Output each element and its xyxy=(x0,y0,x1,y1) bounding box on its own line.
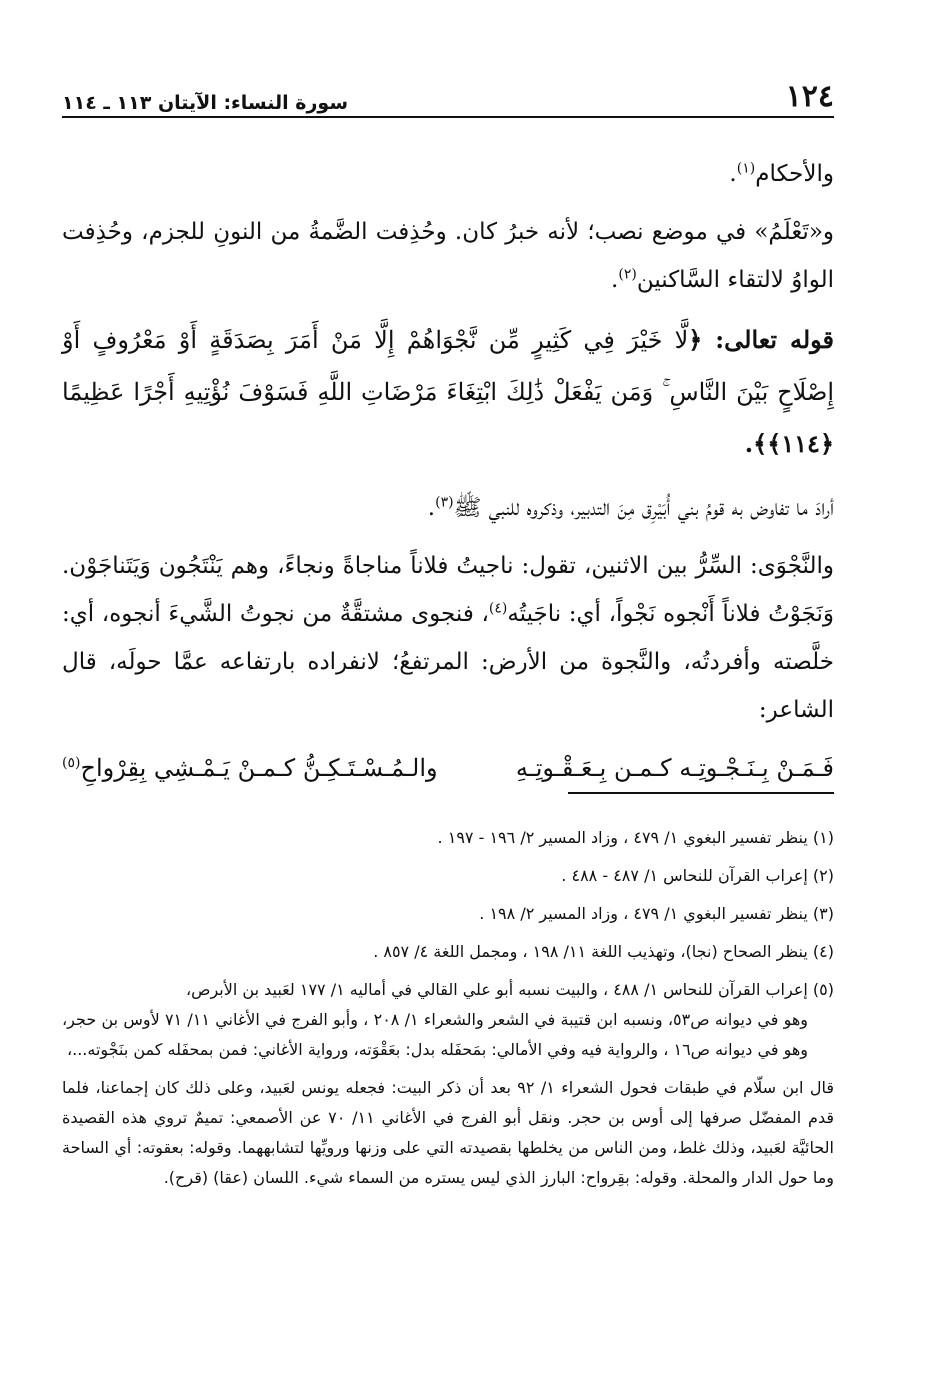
poetry-verse xyxy=(62,744,834,792)
main-text xyxy=(62,150,834,802)
footnotes xyxy=(62,823,834,1193)
quran-verse-paragraph xyxy=(62,314,834,470)
footnote-ref: (٢) xyxy=(618,266,637,283)
page-header xyxy=(62,74,834,114)
footnote-ref: (٣) xyxy=(435,494,454,511)
running-title: سورة النساء: الآيتان ١١٣ ـ ١١٤ xyxy=(62,92,349,114)
paragraph-3: أرادَ ما تفاوض به قومُ بني أُبَيْرِق مِنَ التدبير، وذكروه للنبي ﷺ$^{(٣)}$. xyxy=(427,494,834,521)
footnote-ref: (١) xyxy=(736,160,756,177)
verse-number-marker: ﴿١١٤﴾ xyxy=(767,429,834,458)
page-number: ١٢٤ xyxy=(785,79,834,114)
footnote-2: (٢) إعراب القرآن للنحاس ١/ ٤٨٧ - ٤٨٨ . xyxy=(561,866,834,885)
paragraph-1: والأحكام$^{(١)}$. xyxy=(729,160,834,187)
footnote-5-continued: وهو في ديوانه ص٥٣، ونسبه ابن قتيبة في الشعر والشعراء ١/ ٢٠٨ ، وأبو الفرج في الأغاني ١١/ ٧١ لأوس بن حجر، وهو في ديوانه ص١٦ ، والرواية فيه وفي الأمالي: بمَحفَله بدل: بعَقْوَته، ورواية الأغاني: فمن بمحفَله كمن بنَجْوته...، xyxy=(62,1010,809,1059)
header-rule xyxy=(62,116,834,118)
footnote-3: (٣) ينظر تفسير البغوي ١/ ٤٧٩ ، وزاد المسير ٢/ ١٩٨ . xyxy=(479,904,834,923)
footnote-5: (٥) إعراب القرآن للنحاس ١/ ٤٨٨ ، والبيت نسبه أبو علي القالي في أماليه ١/ ١٧٧ لعَبيد بن الأبرص، xyxy=(185,980,834,999)
paragraph-4: والنَّجْوَى: السِّرُّ بين الاثنين، تقول: ناجيتُ فلاناً مناجاةً ونجاءً، وهم يَنْتَجُون وَيَتَناجَوْن. وَنَجَوْتُ فلاناً أَنْجوه نَجْواً، أي: ناجَيتُه$^{(٤)}$، فنجوى مشتقَّةٌ من نجوتُ الشَّيءَ أنجوه، أي: خلَّصته وأفردتُه، والنَّجوة من الأرض: المرتفعُ؛ لانفراده بارتفاعه عمَّا حولَه، قال الشاعر: xyxy=(62,553,834,723)
quran-text: لَّا خَيْرَ فِي كَثِيرٍ مِّن نَّجْوَاهُمْ إِلَّا مَنْ أَمَرَ بِصَدَقَةٍ أَوْ مَعْرُوفٍ أَوْ إِصْلَاحٍ بَيْنَ النَّاسِ ۚ وَمَن يَفْعَلْ ذَٰلِكَ ابْتِغَاءَ مَرْضَاتِ اللَّهِ فَسَوْفَ نُؤْتِيهِ أَجْرًا عَظِيمًا xyxy=(62,326,834,406)
verse-hemistich-second: والـمُـسْـتَـكِـنُّ كـمـنْ يَـمْـشِي بِقِرْواحِ$^{(٥)}$ xyxy=(62,754,438,782)
quran-open-bracket: ﴿ xyxy=(688,325,703,354)
verse-intro: قوله تعالى: xyxy=(715,325,834,354)
verse-hemistich-first: فَـمَـنْ بِـنَـجْـوتِـه كـمـن بِـعَـقْـوتِـهِ xyxy=(515,754,834,782)
footnote-ref: (٥) xyxy=(62,755,81,771)
footnote-ref: (٤) xyxy=(488,600,508,617)
footnote-5-extra: قال ابن سلّام في طبقات فحول الشعراء ١/ ٩٢ بعد أن ذكر البيت: فجعله يونس لعَبيد، وعلى ذلك كان إجماعنا، فلما قدم المفضّل صرفها إلى أوس بن حجر. ونقل أبو الفرج في الأغاني ١١/ ٧٠ عن الأصمعي: تميمٌ تروي هذه القصيدة الحائيَّة لعَبيد، وذلك غلط، ومن الناس من يخلطها بقصيدته التي على وزنها ورويِّها لتشابههما. وقوله: بعقوته: أي الساحة وما حول الدار والمحلة. وقوله: بقِرواح: البارز الذي ليس يستره من السماء شيء. اللسان (عقا) (قرح). xyxy=(62,1078,835,1187)
footnote-4: (٤) ينظر الصحاح (نجا)، وتهذيب اللغة ١١/ ١٩٨ ، ومجمل اللغة ٤/ ٨٥٧ . xyxy=(373,942,834,961)
footnote-separator xyxy=(568,792,834,794)
paragraph-2: و«تَعْلَمُ» في موضع نصب؛ لأنه خبرُ كان. وحُذِفت الضَّمةُ من النونِ للجزم، وحُذِفت الواوُ لالتقاء السَّاكنين$^{(٢)}$. xyxy=(62,219,834,293)
footnote-1: (١) ينظر تفسير البغوي ١/ ٤٧٩ ، وزاد المسير ٢/ ١٩٦ - ١٩٧ . xyxy=(437,828,834,847)
quran-close-bracket: ﴾. xyxy=(744,429,768,458)
